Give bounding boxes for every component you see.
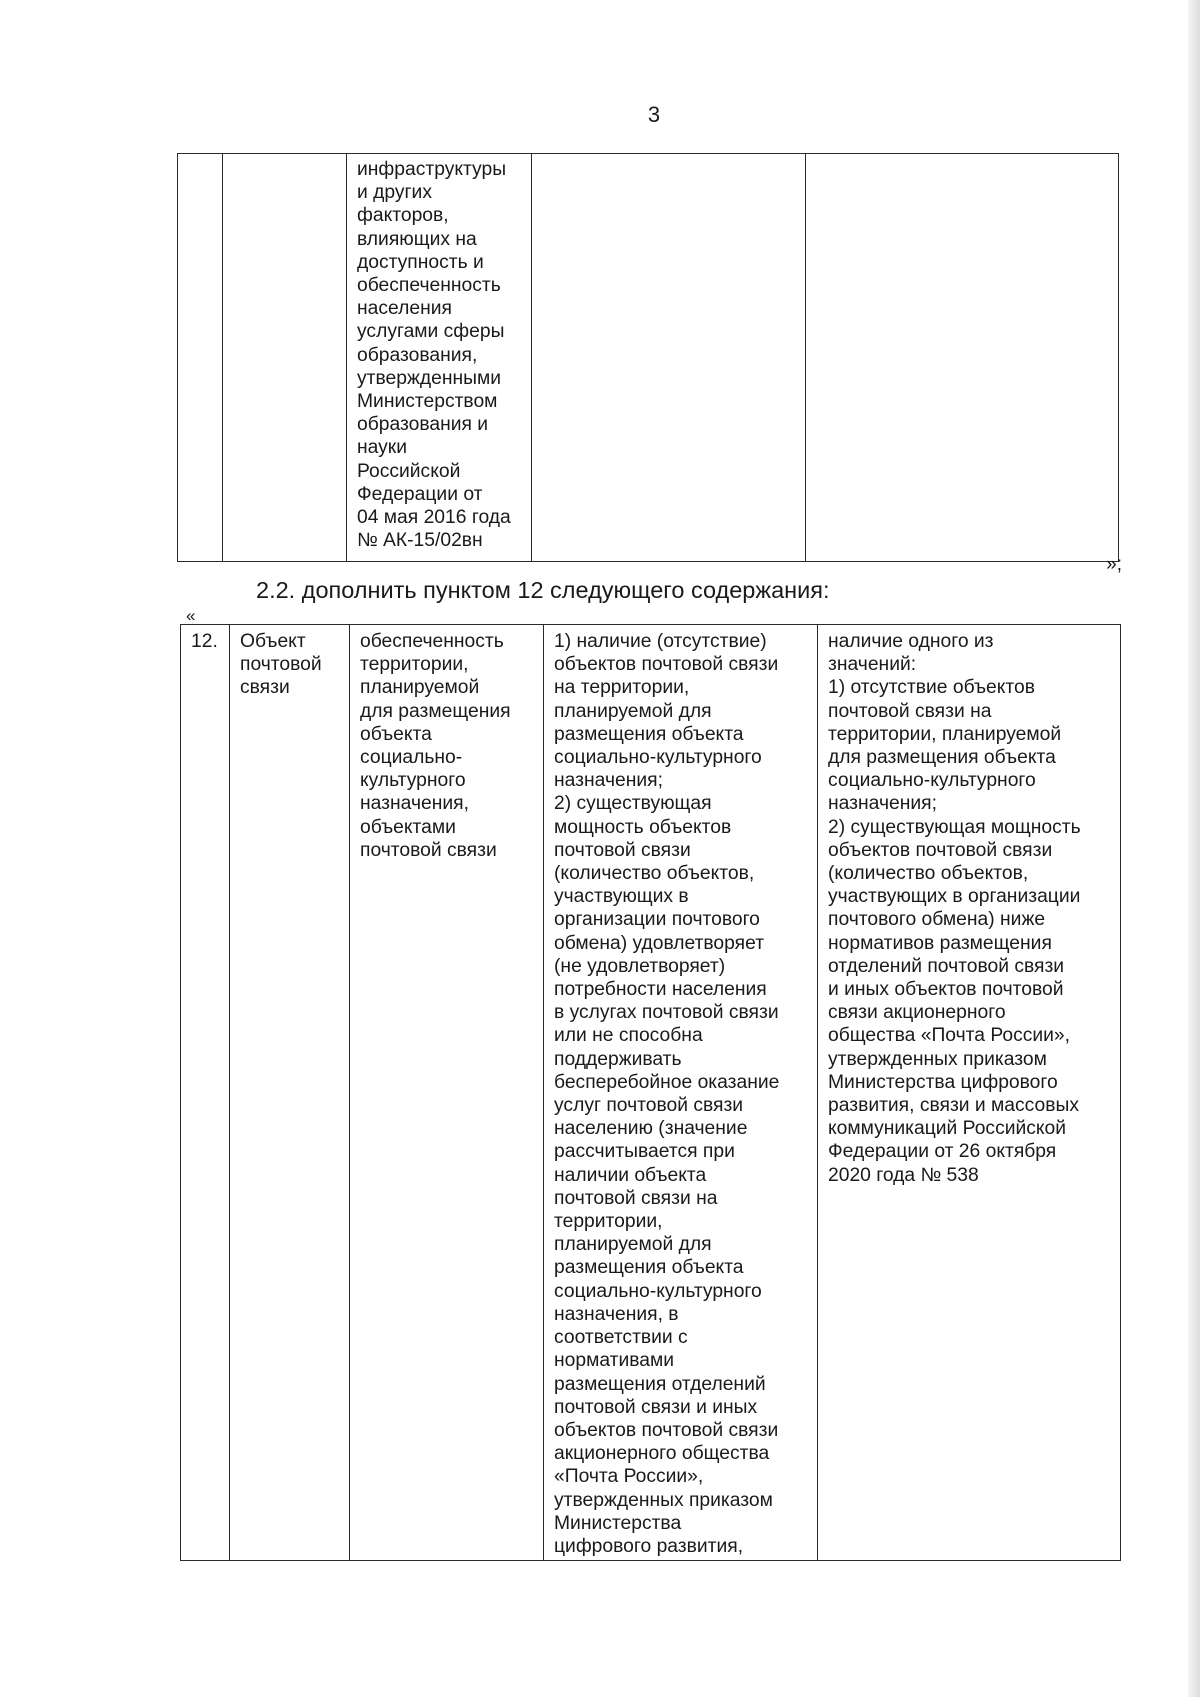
table-row [181,625,1121,1561]
scan-page-edge [1188,0,1200,1697]
table-cell-method: 1) наличие (отсутствие) объектов почтовой связи на территории, планируемой для размещения объекта социально-культурного назначения; 2) существующая мощность объектов почтовой связи (количество объектов, участвующих в организации почтового обмена) удовлетворяет (не удовлетворяет) потребности населения в услугах почтовой связи или не способна поддерживать бесперебойное оказание услуг почтовой связи населению (значение рассчитывается при наличии объекта почтовой связи на территории, планируемой для размещения объекта социально-культурного назначения, в соответствии с нормативами размещения отделений почтовой связи и иных объектов почтовой связи акционерного общества «Почта России», утвержденных приказом Министерства цифрового развития, [544,625,818,1561]
table-cell-number: 12. [181,625,230,1561]
table-cell-object: Объект почтовой связи [230,625,350,1561]
table-continuation [177,153,1119,562]
amendment-text: 2.2. дополнить пунктом 12 следующего содержания: [256,577,830,603]
table-cell-criterion: наличие одного из значений: 1) отсутствие объектов почтовой связи на территории, планируемой для размещения объекта социально-культурного назначения; 2) существующая мощность объектов почтовой связи (количество объектов, участвующих в организации почтового обмена) ниже нормативов размещения отделений почтовой связи и иных объектов почтовой связи акционерного общества «Почта России», утвержденных приказом Министерства цифрового развития, связи и массовых коммуникаций Российской Федерации от 26 октября 2020 года № 538 [818,625,1121,1561]
table-cell-number [178,154,223,562]
table-cell-criterion [806,154,1119,562]
table-cell-indicator: инфраструктуры и других факторов, влияющих на доступность и обеспеченность населения услугами сферы образования, утвержденными Министерством образования и науки Российской Федерации от 04 мая 2016 года № АК-15/02вн [347,154,532,562]
table-row [178,154,1119,562]
closing-quote: »; [1106,554,1122,575]
table-cell-object [223,154,347,562]
table-new-item [180,624,1121,1561]
table-cell-indicator: обеспеченность территории, планируемой для размещения объекта социально- культурного назначения, объектами почтовой связи [350,625,544,1561]
table-cell-method [532,154,806,562]
page-number: 3 [647,102,661,127]
opening-quote: « [186,606,196,625]
